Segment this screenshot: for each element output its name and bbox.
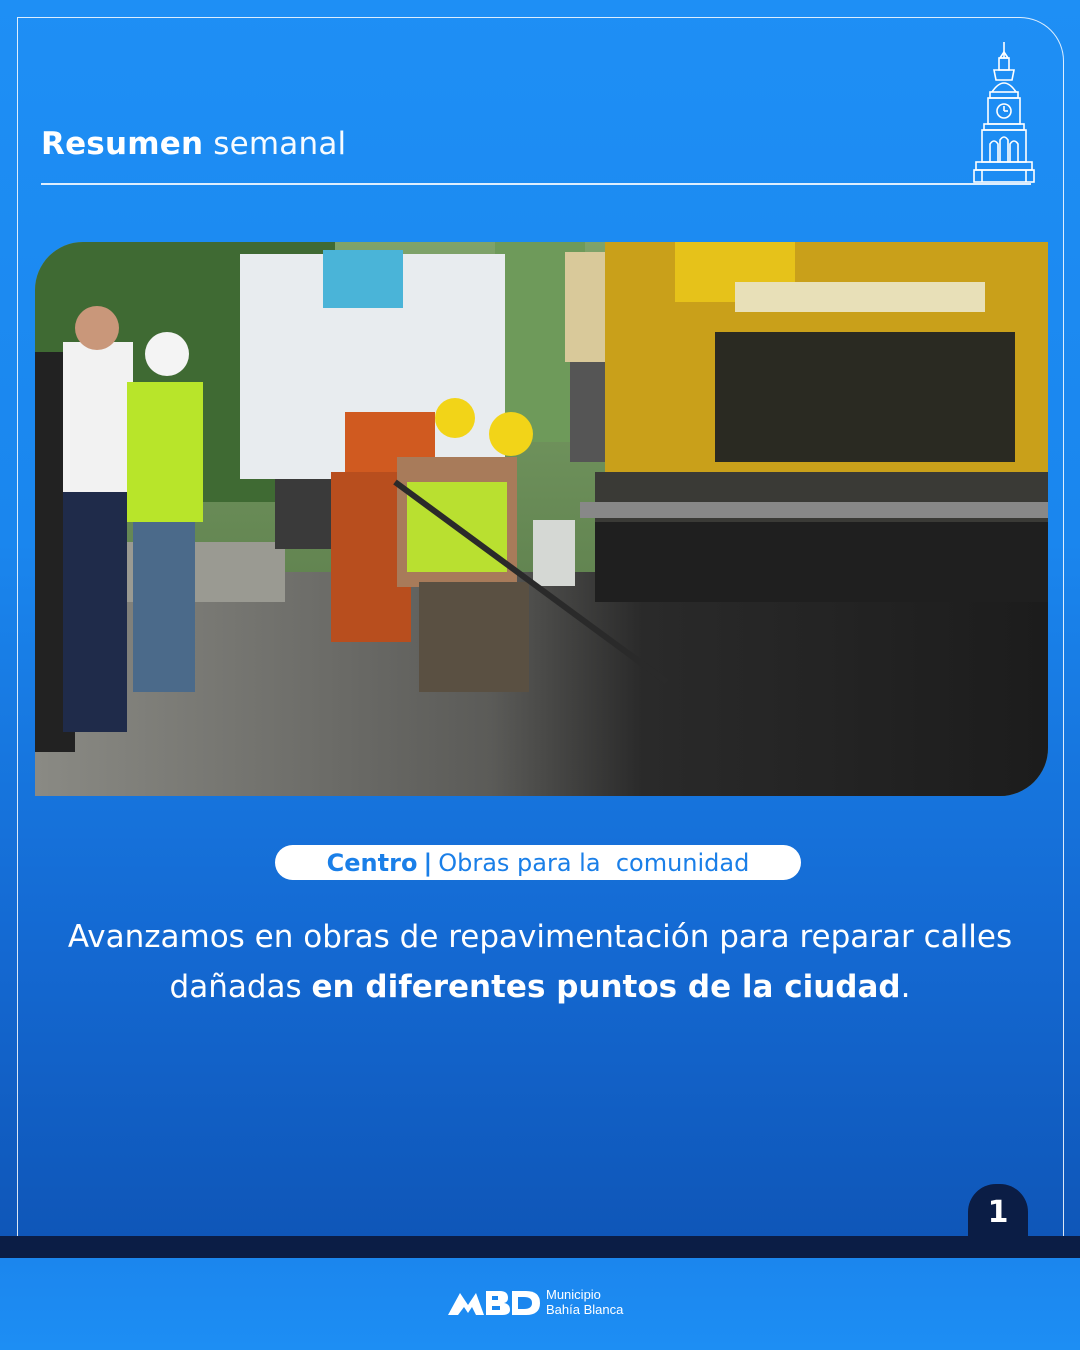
category-tag xyxy=(275,845,801,880)
description-end: . xyxy=(900,969,911,1005)
tag-place: Centro xyxy=(326,848,418,877)
footer-divider-band xyxy=(0,1236,1080,1258)
page-title xyxy=(41,126,346,162)
road-paving-photo xyxy=(35,242,1048,796)
post-description xyxy=(40,912,1040,1012)
description-emphasis: en diferentes puntos de la ciudad xyxy=(311,969,901,1005)
municipio-logo-icon xyxy=(446,1287,542,1317)
page-number: 1 xyxy=(987,1194,1009,1230)
tag-category: Obras para la comunidad xyxy=(438,848,750,877)
title-divider xyxy=(41,183,1031,185)
tag-separator: | xyxy=(423,848,433,877)
logo-line-2: Bahía Blanca xyxy=(546,1302,624,1317)
page-number-badge xyxy=(968,1184,1028,1240)
description-text: Avanzamos en obras de repavimentación para reparar calles dañadas xyxy=(67,919,1013,1005)
logo-line-1: Municipio xyxy=(546,1287,601,1302)
title-bold: Resumen xyxy=(41,126,204,162)
municipio-logo xyxy=(446,1287,623,1317)
title-light: semanal xyxy=(213,126,347,162)
cathedral-tower-icon xyxy=(972,40,1036,184)
